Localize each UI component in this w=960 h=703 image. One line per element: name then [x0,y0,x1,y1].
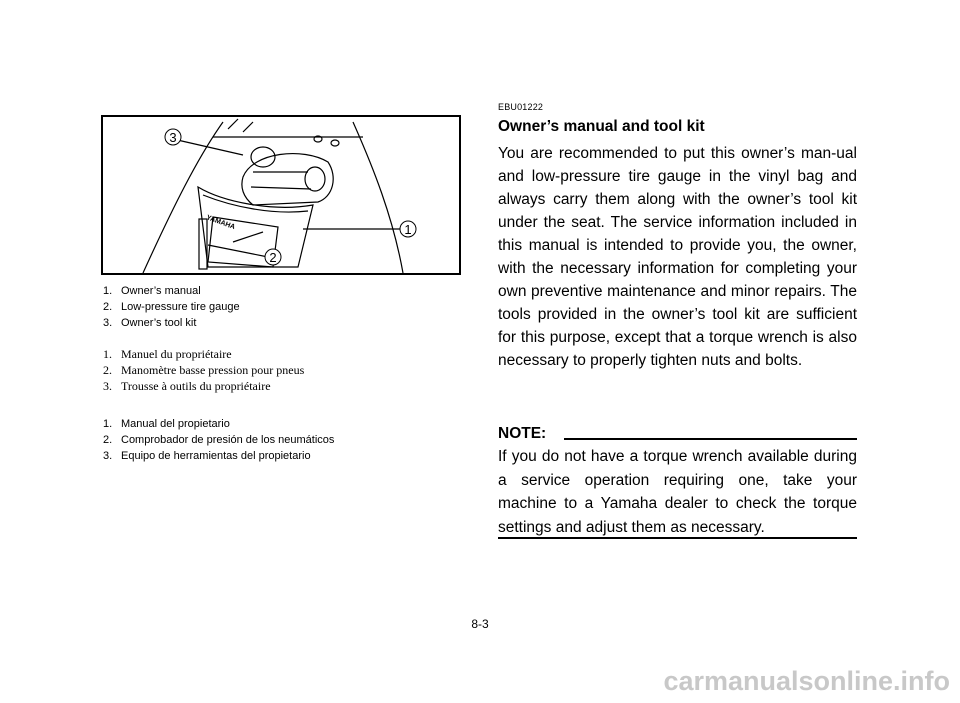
caption-item: 2. Comprobador de presión de los neumáticos [103,434,335,446]
note-bottom-rule [498,537,857,539]
caption-item: 2. Manomètre basse pression pour pneus [103,363,305,377]
note-text: If you do not have a torque wrench available during a service operation requiring one, take your machine to a Yamaha dealer to check the torque settings and adjust them as necessary. [498,448,857,536]
bag-brand-label: YAMAHA [205,214,236,232]
note-top-rule [564,438,857,440]
note-label: NOTE: [498,425,547,442]
caption-item: 3. Trousse à outils du propriétaire [103,379,271,393]
callout-1: 1 [404,222,412,237]
caption-item: 3. Owner’s tool kit [103,317,197,329]
caption-item: 1. Manual del propietario [103,418,230,430]
callout-3: 3 [169,130,177,145]
section-body: You are recommended to put this owner’s man-ual and low-pressure tire gauge in the vinyl bag and always carry them along with the owner’s tool kit under the seat. The service information included in this manual is intended to provide you, the owner, with the necessary information for completing your own preventive maintenance and minor repairs. The tools provided in the owner’s tool kit are sufficient for this purpose, except that a torque wrench is also necessary to properly tighten nuts and bolts. [498,145,857,369]
watermark: carmanualsonline.info [663,666,950,696]
caption-item: 3. Equipo de herramientas del propietario [103,450,311,462]
caption-list-french [101,346,471,394]
caption-list-spanish [101,416,471,464]
caption-item: 2. Low-pressure tire gauge [103,301,240,313]
page-number: 8-3 [471,617,489,631]
section-code: EBU01222 [498,102,544,112]
callout-2: 2 [269,250,277,265]
caption-list-english [101,283,471,331]
under-seat-compartment-drawing [103,117,459,273]
section-title: Owner’s manual and tool kit [498,118,705,135]
caption-item: 1. Manuel du propriétaire [103,347,232,361]
tool-kit-illustration [101,115,461,275]
caption-item: 1. Owner’s manual [103,285,201,297]
